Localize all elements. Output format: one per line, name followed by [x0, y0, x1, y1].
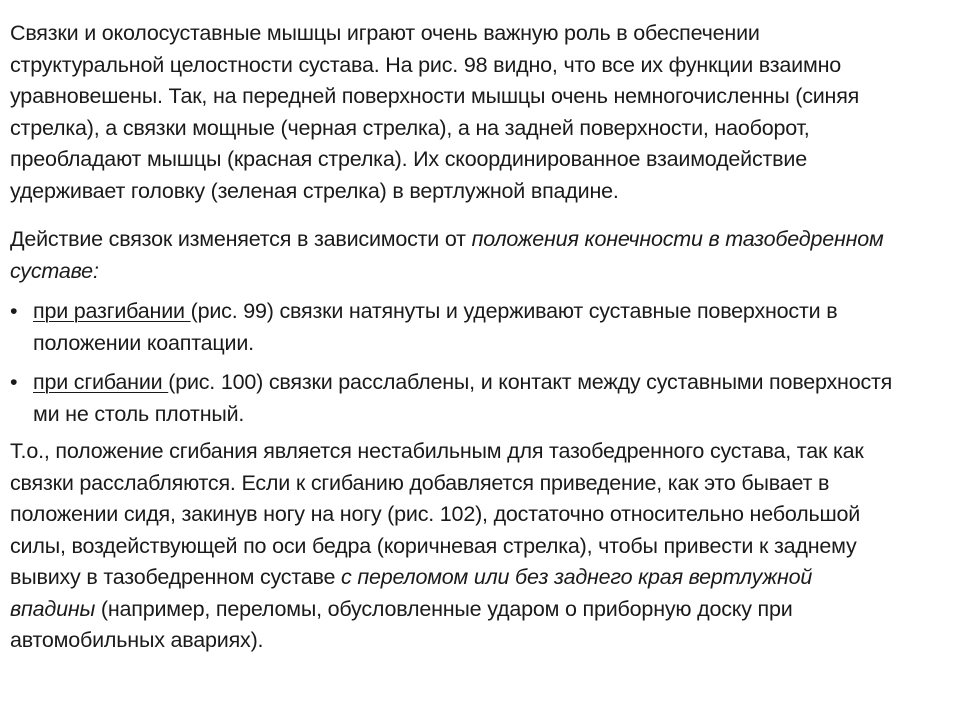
text-line: Связки и околосуставные мышцы играют очень важную роль в обеспечении [10, 21, 760, 45]
text-line: уравновешены. Так, на передней поверхности мышцы очень немногочисленны (синяя [10, 84, 860, 108]
text-plain: Действие связок изменяется в зависимости от [10, 227, 472, 251]
underlined-term: при сгибании [33, 370, 169, 394]
bullet-text [33, 296, 837, 359]
text-plain: (рис. 100) связки расслаблены, и контакт между суставными поверхностя [168, 370, 893, 394]
text-line: положении коаптации. [33, 330, 254, 355]
bullet-icon: • [10, 370, 18, 394]
text-line: автомобильных авариях). [10, 628, 264, 652]
text-line [33, 296, 837, 328]
text-line [10, 594, 955, 626]
text-plain: (например, переломы, обусловленные ударом о приборную доску при [95, 596, 793, 621]
text-line: силы, воздействующей по оси бедра (коричневая стрелка), чтобы привести к заднему [10, 533, 857, 558]
paragraph-ligament-action [10, 224, 955, 287]
text-plain: вывиху в тазобедренном суставе [10, 565, 342, 589]
text-line: положении сидя, закинув ногу на ногу (рис. 102), достаточно относительно небольшой [10, 502, 861, 526]
paragraph-ligaments-muscles [10, 18, 955, 207]
text-italic: впадины [10, 596, 96, 621]
bullet-item-extension [10, 296, 955, 359]
text-italic-line: суставе: [10, 258, 99, 283]
bullet-text [33, 367, 892, 430]
text-line: связки расслабляются. Если к сгибанию добавляется приведение, как это бывает в [10, 470, 830, 495]
text-line [10, 562, 955, 594]
bullet-item-flexion [10, 367, 955, 430]
bullet-icon: • [10, 299, 18, 323]
text-italic: положения конечности в тазобедренном [471, 227, 884, 251]
paragraph-flexion-instability [10, 436, 955, 657]
text-italic: с переломом или без заднего края вертлужной [341, 565, 813, 589]
text-plain: (рис. 99) связки натянуты и удерживают суставные поверхности в [190, 299, 838, 323]
text-line: Т.о., положение сгибания является нестабильным для тазобедренного сустава, так как [10, 439, 864, 463]
text-line: преобладают мышцы (красная стрелка). Их скоординированное взаимодействие [10, 147, 807, 171]
text-line: структуральной целостности сустава. На рис. 98 видно, что все их функции взаимно [10, 52, 842, 77]
text-line: удерживает головку (зеленая стрелка) в вертлужной впадине. [10, 178, 619, 203]
text-line: ми не столь плотный. [33, 401, 245, 426]
underlined-term: при разгибании [33, 299, 191, 323]
text-line [33, 367, 892, 399]
text-line: стрелка), а связки мощные (черная стрелка), а на задней поверхности, наоборот, [10, 115, 810, 140]
text-line [10, 224, 955, 256]
